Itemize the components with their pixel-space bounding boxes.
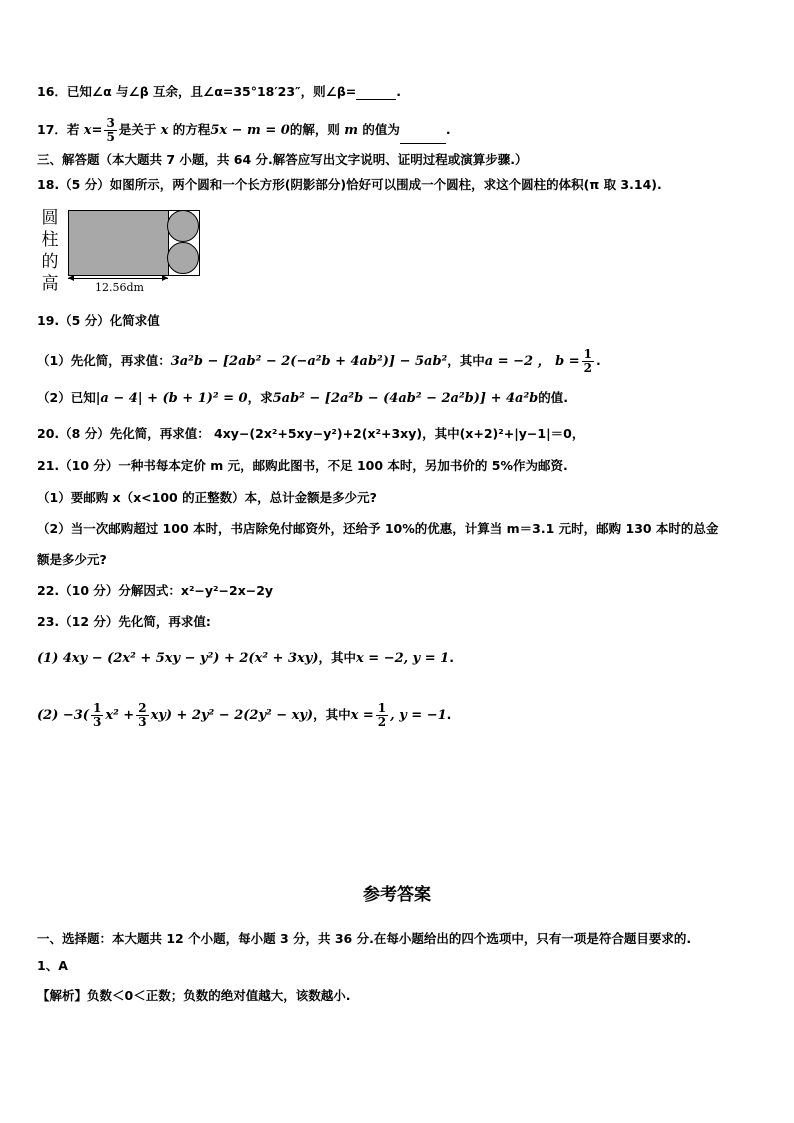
fraction — [91, 702, 103, 729]
shaded-rectangle — [68, 210, 169, 276]
fraction — [582, 348, 594, 375]
values: x = −2, y = 1 — [356, 651, 450, 666]
q17-text-e: 的值为 — [362, 122, 400, 137]
expression: 5ab² − [2a²b − (4ab² − 2a²b)] + 4a²b — [272, 391, 539, 406]
denominator: 2 — [377, 715, 387, 729]
q17-text-d: 的解，则 — [289, 122, 340, 137]
expr-start: (2) −3( — [37, 708, 89, 723]
question-21-2: （2）当一次邮购超过 100 本时，书店除免付邮资外，还给予 10%的优惠，计算当 m＝3.1 元时，邮购 130 本时的总金 — [37, 521, 719, 536]
q19-2-end: 的值. — [538, 390, 569, 405]
width-arrow — [68, 278, 168, 279]
q23-1-end: . — [449, 650, 454, 665]
var-m: m — [344, 123, 358, 138]
var-x-eq: x = — [350, 708, 374, 723]
question-21-2-cont: 额是多少元? — [37, 552, 107, 567]
side-label — [39, 207, 61, 295]
question-19: 19.（5 分）化简求值 — [37, 313, 160, 328]
question-16 — [37, 84, 401, 100]
numerator: 1 — [92, 701, 102, 715]
q23-1-text: ，其中 — [318, 650, 356, 665]
condition: |a − 4| + (b + 1)² = 0 — [95, 391, 248, 406]
expression: (1) 4xy − (2x² + 5xy − y²) + 2(x² + 3xy) — [37, 651, 319, 666]
answer-blank — [356, 99, 396, 100]
numerator: 1 — [583, 347, 592, 361]
q19-1-text: （1）先化简，再求值： — [37, 353, 171, 368]
q19-1-end: . — [596, 353, 601, 368]
var-x: x — [160, 123, 169, 138]
q19-2-text: （2）已知 — [37, 390, 96, 405]
fraction — [136, 702, 148, 729]
arrow-right-icon — [162, 275, 168, 281]
q17-end: . — [445, 122, 451, 137]
cylinder-net-figure — [37, 207, 207, 295]
q19-1-text-b: ，其中 — [447, 353, 485, 368]
denominator: 2 — [583, 361, 592, 375]
section-3-heading: 三、解答题（本大题共 7 小题，共 64 分.解答应写出文字说明、证明过程或演算步骤.） — [37, 152, 528, 167]
equals: = — [91, 123, 103, 138]
answer-1: 1、A — [37, 958, 68, 973]
answer-title: 参考答案 — [363, 885, 431, 905]
question-18: 18.（5 分）如图所示，两个圆和一个长方形(阴影部分)恰好可以围成一个圆柱，求这个圆柱的体积(π 取 3.14). — [37, 177, 662, 192]
numerator: 3 — [106, 116, 115, 130]
question-22: 22.（10 分）分解因式：x²−y²−2x−2y — [37, 583, 274, 598]
expr-end: xy) + 2y² − 2(2y² − xy) — [150, 708, 314, 723]
answer-1-explanation: 【解析】负数＜0＜正数；负数的绝对值越大，该数越小. — [37, 988, 351, 1003]
width-label: 12.56dm — [95, 281, 144, 294]
var-x: x — [83, 123, 92, 138]
var-y-eq: , y = −1 — [390, 708, 447, 723]
numerator: 2 — [138, 701, 147, 715]
question-21: 21.（10 分）一种书每本定价 m 元，邮购此图书，不足 100 本时，另加书价的 5%作为邮资. — [37, 458, 568, 473]
side-char: 柱 — [41, 230, 59, 250]
q16-end: . — [396, 84, 402, 99]
q23-2-text: ，其中 — [313, 707, 351, 722]
q17-text-b: 是关于 — [118, 122, 157, 137]
equation: 5x − m = 0 — [210, 123, 290, 138]
question-21-1: （1）要邮购 x（x<100 的正整数）本，总计金额是多少元? — [37, 490, 377, 505]
q23-2-end: . — [446, 707, 452, 722]
question-23: 23.（12 分）先化简，再求值: — [37, 614, 211, 629]
q17-text: 17．若 — [37, 122, 80, 137]
denominator: 3 — [138, 715, 147, 729]
side-char: 高 — [41, 274, 59, 294]
fraction — [376, 702, 388, 729]
question-23-1 — [37, 650, 454, 667]
denominator: 5 — [106, 130, 115, 144]
expression: 3a²b − [2ab² − 2(−a²b + 4ab²)] − 5ab² — [170, 354, 448, 369]
fraction — [104, 117, 116, 144]
q17-text-c: 的方程 — [172, 122, 211, 137]
side-char: 的 — [41, 252, 59, 272]
values: a = −2 ， b = — [484, 354, 580, 369]
expr-mid: x² + — [105, 708, 135, 723]
circle-top — [167, 210, 199, 242]
side-char: 圆 — [41, 208, 59, 228]
question-19-2 — [37, 390, 568, 407]
question-20: 20.（8 分）先化简，再求值： 4xy−(2x²+5xy−y²)+2(x²+3xy)，其中(x+2)²+|y−1|＝0， — [37, 426, 585, 441]
question-17 — [37, 117, 451, 144]
question-19-1 — [37, 348, 601, 375]
section-1-heading: 一、选择题：本大题共 12 个小题，每小题 3 分，共 36 分.在每小题给出的四个选项中，只有一项是符合题目要求的. — [37, 931, 692, 946]
arrow-left-icon — [68, 275, 74, 281]
circle-bottom — [167, 242, 199, 274]
q16-text: 16．已知∠α 与∠β 互余，且∠α=35°18′23″，则∠β= — [37, 84, 357, 99]
question-23-2 — [37, 702, 451, 729]
answer-blank — [400, 143, 446, 144]
q19-2-text-b: ，求 — [247, 390, 273, 405]
denominator: 3 — [92, 715, 102, 729]
numerator: 1 — [377, 701, 387, 715]
